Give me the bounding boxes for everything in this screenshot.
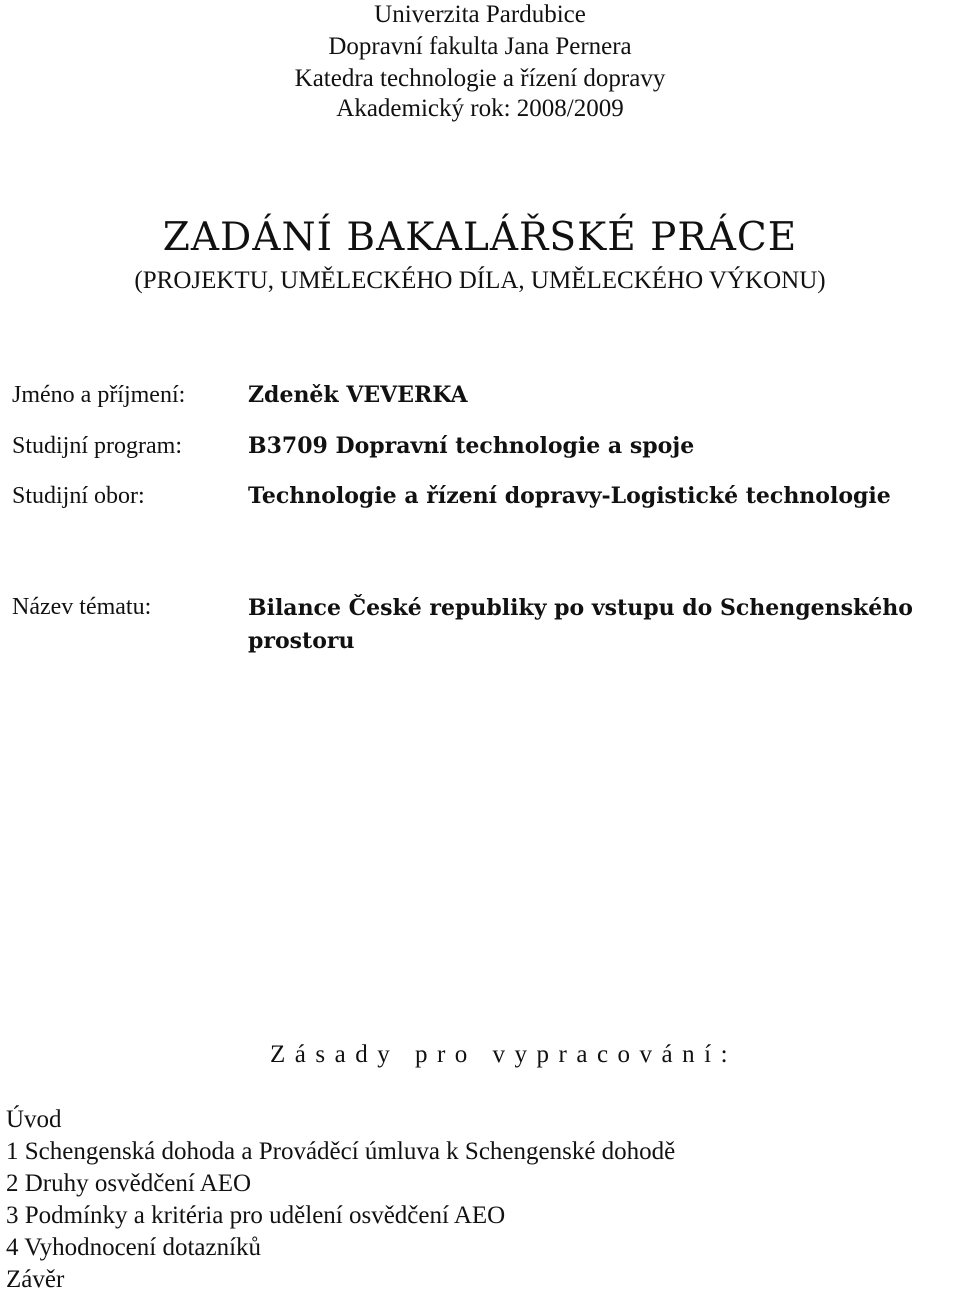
document-title: ZADÁNÍ BAKALÁŘSKÉ PRÁCE <box>162 215 798 260</box>
student-name-label: Jméno a příjmení: <box>12 382 186 408</box>
outline-item: 3 Podmínky a kritéria pro udělení osvědčení AEO <box>6 1202 506 1229</box>
student-name-value: Zdeněk VEVERKA <box>248 382 468 408</box>
study-program-label: Studijní program: <box>12 433 182 459</box>
principles-heading: Zásady pro vypracování: <box>270 1041 738 1068</box>
outline-item: 1 Schengenská dohoda a Prováděcí úmluva k Schengenské dohodě <box>6 1138 676 1165</box>
outline-list <box>6 1104 675 1296</box>
outline-item: Závěr <box>6 1266 65 1293</box>
department-name: Katedra technologie a řízení dopravy <box>294 65 666 92</box>
document-subtitle: (PROJEKTU, UMĚLECKÉHO DÍLA, UMĚLECKÉHO VÝKONU) <box>134 267 826 294</box>
outline-item: Úvod <box>6 1106 62 1133</box>
study-field-label: Studijní obor: <box>12 483 145 509</box>
study-program-value: B3709 Dopravní technologie a spoje <box>248 433 695 459</box>
academic-year: Akademický rok: 2008/2009 <box>336 95 624 122</box>
topic-value: Bilance České republiky po vstupu do Schengenského prostoru <box>248 595 913 654</box>
study-field-value: Technologie a řízení dopravy-Logistické technologie <box>248 483 891 509</box>
university-name: Univerzita Pardubice <box>374 1 586 28</box>
topic-label: Název tématu: <box>12 594 152 620</box>
outline-item: 4 Vyhodnocení dotazníků <box>6 1234 262 1261</box>
outline-item: 2 Druhy osvědčení AEO <box>6 1170 252 1197</box>
faculty-name: Dopravní fakulta Jana Pernera <box>328 33 632 60</box>
